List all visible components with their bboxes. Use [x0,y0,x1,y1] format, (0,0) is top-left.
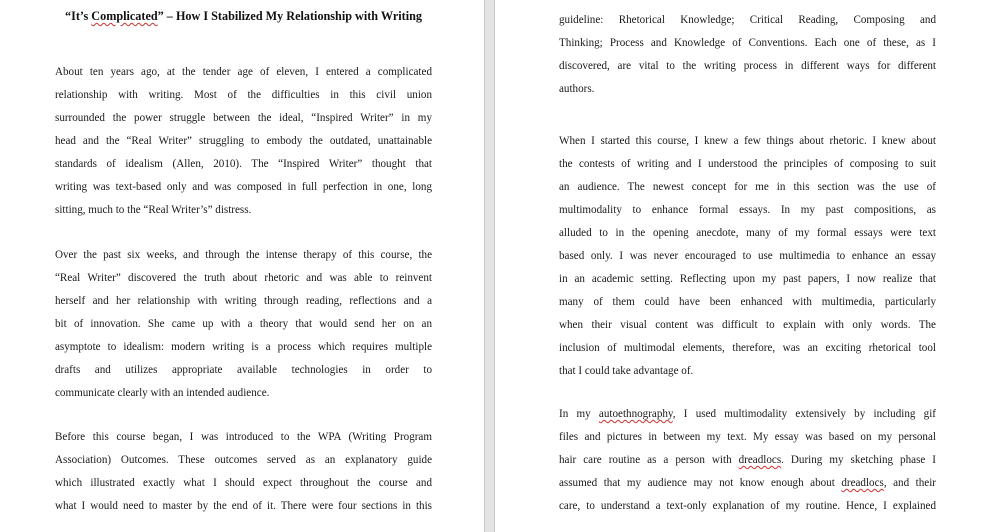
text-run: , and their [883,477,936,489]
spellcheck-word: autoethnography [598,408,673,420]
text-line: bit of innovation. She came up with a theory that would send her on an [55,318,432,330]
text-line: what I would need to master by the end of it. There were four sections in this [55,500,432,512]
text-line: inclusion of multimodal elements, therefore, was an exciting rhetorical tool [559,342,936,354]
text-run: . During my sketching phase I [781,454,936,466]
text-line: care, to understand a text-only explanation of my routine. Hence, I explained [559,500,936,512]
text-line: many of them could have been enhanced with multimedia, particularly [559,296,936,308]
paragraph-1 [55,61,432,222]
text-line: “Real Writer” discovered the truth about rhetoric and was able to reinvent [55,272,432,284]
text-line: alluded to in the opening anecdote, many of my formal essays were text [559,227,936,239]
text-line: herself and her relationship with writing through reading, reflections and a [55,295,432,307]
paragraph-continued [559,9,936,101]
spellcheck-word: dreadlocs [841,477,884,489]
text-line: which illustrated exactly what I should expect throughout the course and [55,477,432,489]
spellcheck-word: Complicated [91,9,158,23]
text-line: asymptote to idealism: modern writing is a process which requires multiple [55,341,432,353]
text-line: that I could take advantage of. [559,365,694,377]
text-line: About ten years ago, at the tender age of eleven, I entered a complicated [55,66,432,78]
document-page-right [494,0,989,532]
text-line: Association) Outcomes. These outcomes served as an explanatory guide [55,454,432,466]
paragraph-rhetoric [559,130,936,383]
text-line: discovered, are vital to the writing process in different ways for different [559,60,936,72]
text-line: head and the “Real Writer” struggling to embody the outdated, unattainable [55,135,432,147]
text-line: the contests of writing and I understood the principles of composing to suit [559,158,936,170]
document-page-left [0,0,485,532]
text-line: Before this course began, I was introduced to the WPA (Writing Program [55,431,432,443]
text-line: Thinking; Process and Knowledge of Conventions. Each one of these, as I [559,37,936,49]
text-line: drafts and utilizes appropriate available technologies in order to [55,364,432,376]
text-line [559,403,936,426]
text-line: Over the past six weeks, and through the intense therapy of this course, the [55,249,432,261]
text-line: based only. I was never encouraged to use multimedia to enhance an essay [559,250,936,262]
text-line: surrounded the power struggle between the ideal, “Inspired Writer” in my [55,112,432,124]
text-line: in an academic setting. Reflecting upon my past papers, I now realize that [559,273,936,285]
title-part: ” – How I Stabilized My Relationship with Writing [157,9,422,23]
text-line [559,472,936,495]
paragraph-3 [55,426,432,518]
text-line: authors. [559,83,595,95]
text-line: standards of idealism (Allen, 2010). The “Inspired Writer” thought that [55,158,432,170]
text-line: files and pictures in between my text. My essay was based on my personal [559,431,936,443]
text-line: when their visual content was difficult to explain with only words. The [559,319,936,331]
text-line: sitting, much to the “Real Writer’s” distress. [55,204,252,216]
text-line [559,449,936,472]
text-line: multimodality to enhance formal essays. In my past compositions, as [559,204,936,216]
text-run: In my [559,408,599,420]
text-line: communicate clearly with an intended audience. [55,387,270,399]
text-run: , I used multimodality extensively by including gif [672,408,936,420]
document-title [55,9,432,24]
paragraph-autoethnography [559,403,936,518]
text-run: hair care routine as a person with [559,454,739,466]
spellcheck-word: dreadlocs [738,454,782,466]
text-run: assumed that my audience may not know enough about [559,477,842,489]
text-line: When I started this course, I knew a few things about rhetoric. I knew about [559,135,936,147]
text-line: writing was text-based only and was composed in full perfection in one, long [55,181,432,193]
text-line: an audience. The newest concept for me in this section was the use of [559,181,936,193]
text-line: guideline: Rhetorical Knowledge; Critical Reading, Composing and [559,14,936,26]
text-line: relationship with writing. Most of the difficulties in this civil union [55,89,432,101]
paragraph-2 [55,244,432,405]
title-part: “It’s [65,9,92,23]
